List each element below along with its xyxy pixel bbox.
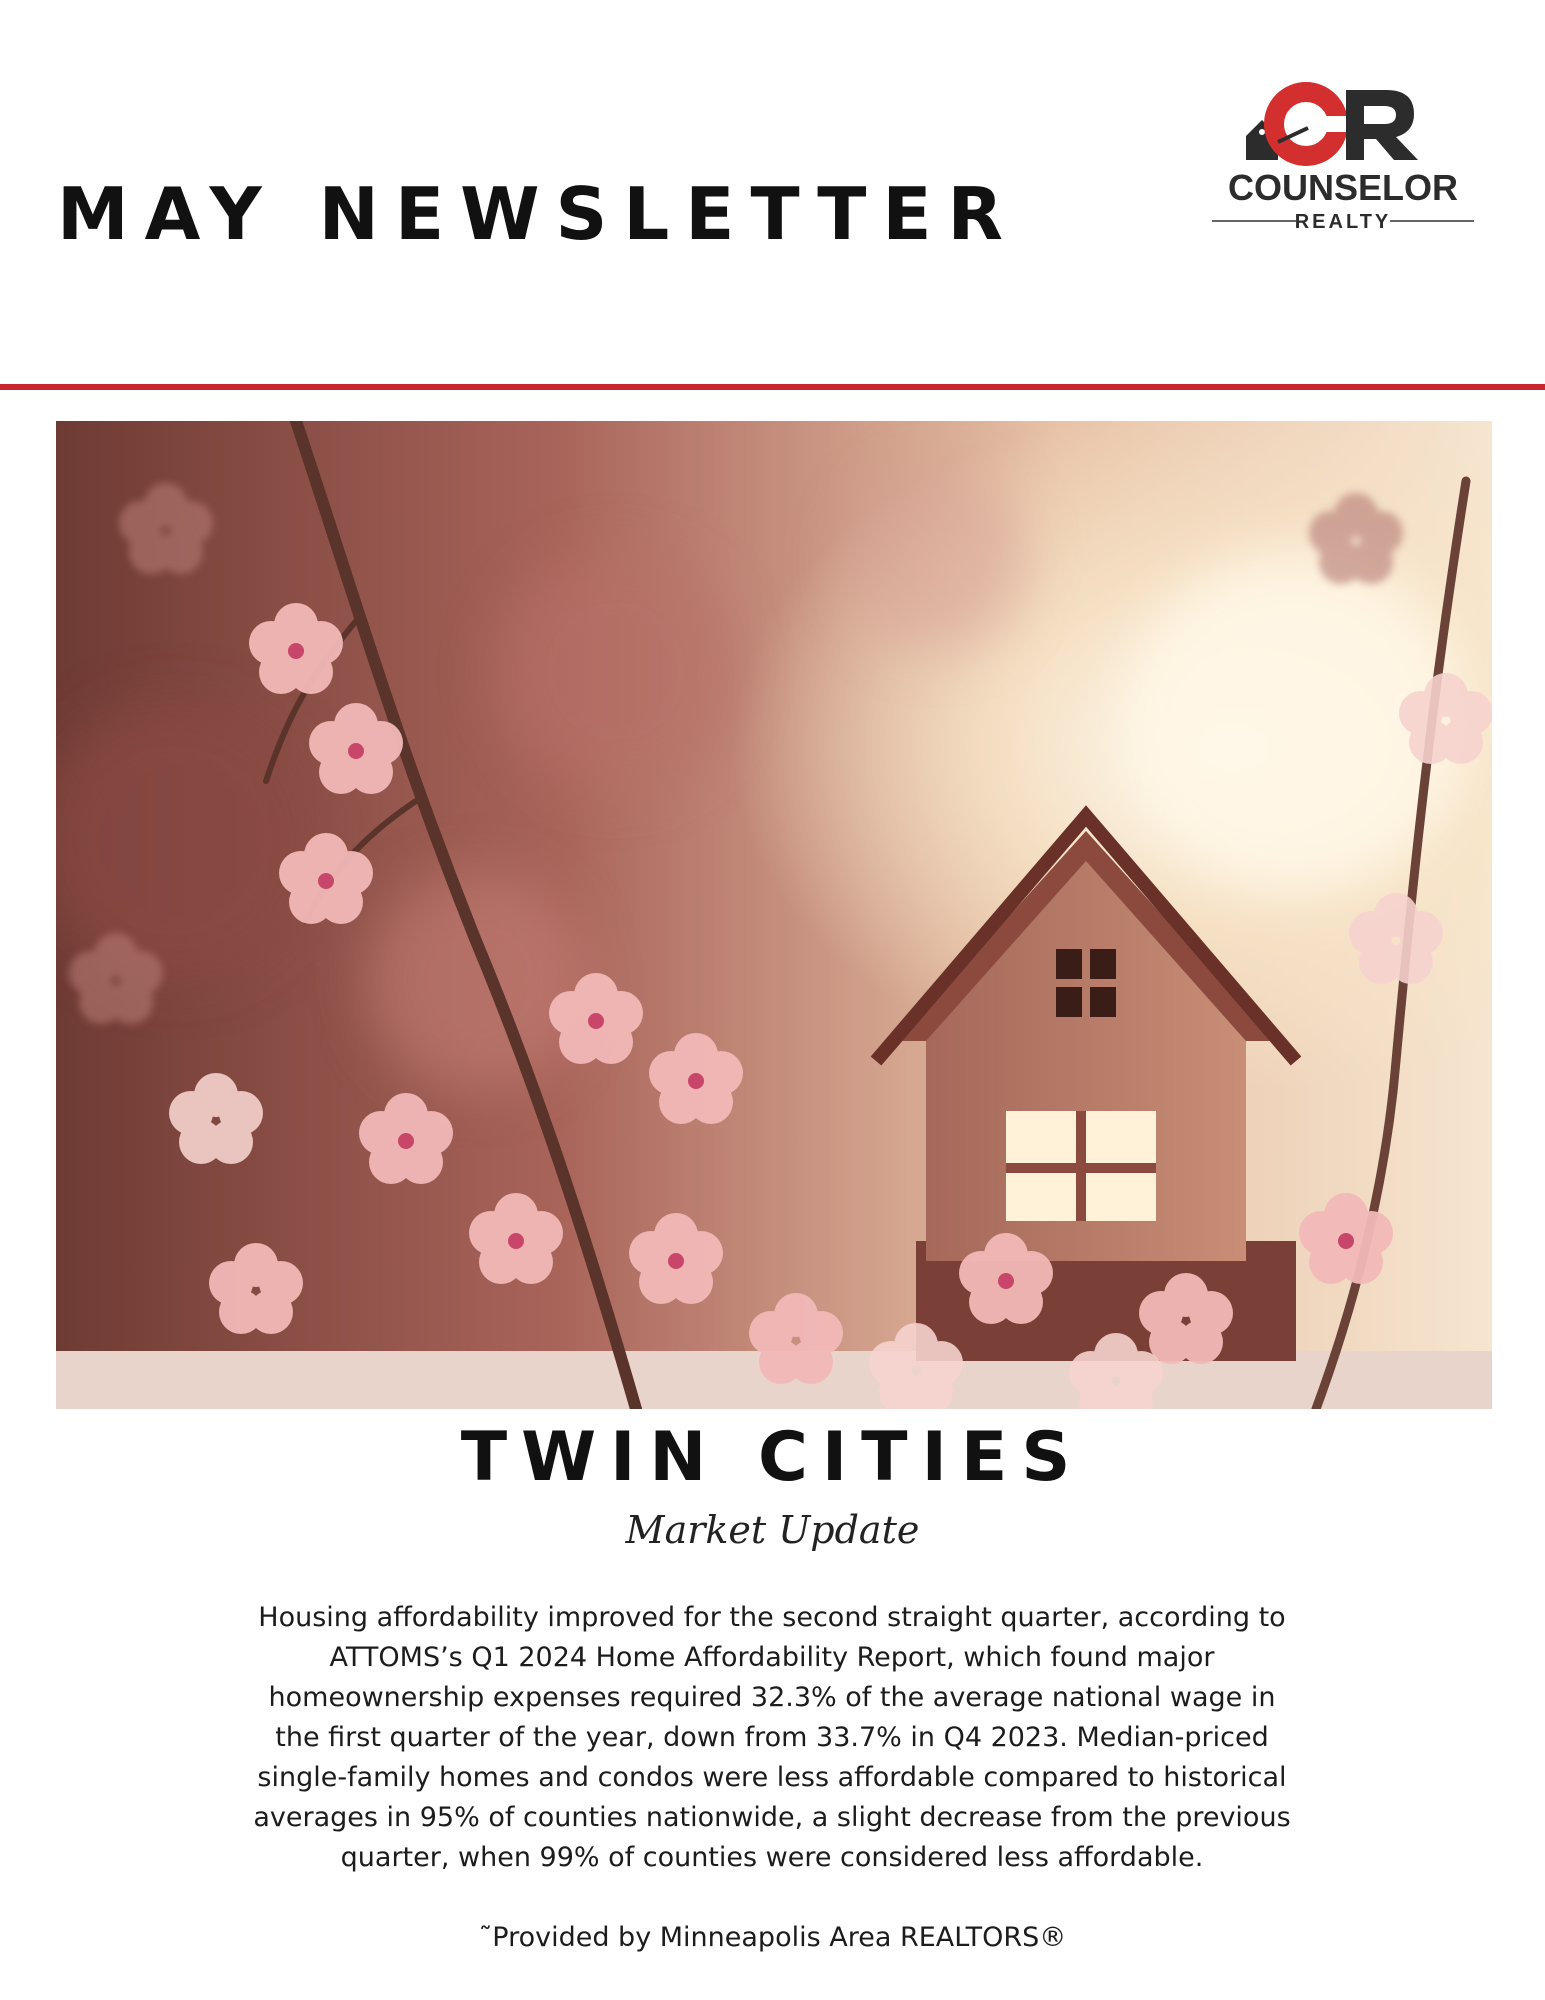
section-subtitle: Market Update [625,1508,920,1552]
logo-name: COUNSELOR [1227,167,1459,208]
hero-image [56,421,1492,1409]
market-update-body: Housing affordability improved for the second straight quarter, according to ATTOMS’s Q1 2024 Home Affordability Report, which found major homeownership expenses required 32.3% of the average national wage in the first quarter of the year, down from 33.7% in Q4 2023. Median-priced single-family homes and condos were less affordable compared to historical averages in 95% of counties nationwide, a slight decrease from the previous quarter, when 99% of counties were considered less affordable. [253,1602,1291,1873]
logo-graphic [1208,76,1478,236]
header-divider [0,384,1545,390]
r-letter-shape [1346,90,1418,160]
source-credit: ˜Provided by Minneapolis Area REALTORS® [478,1922,1067,1953]
section-title: TWIN CITIES [460,1418,1085,1497]
cherry-blossom-house-illustration [56,421,1492,1409]
counselor-realty-logo [1208,76,1478,236]
newsletter-title: MAY NEWSLETTER [57,172,1019,256]
logo-tagline: REALTY [1294,211,1392,233]
